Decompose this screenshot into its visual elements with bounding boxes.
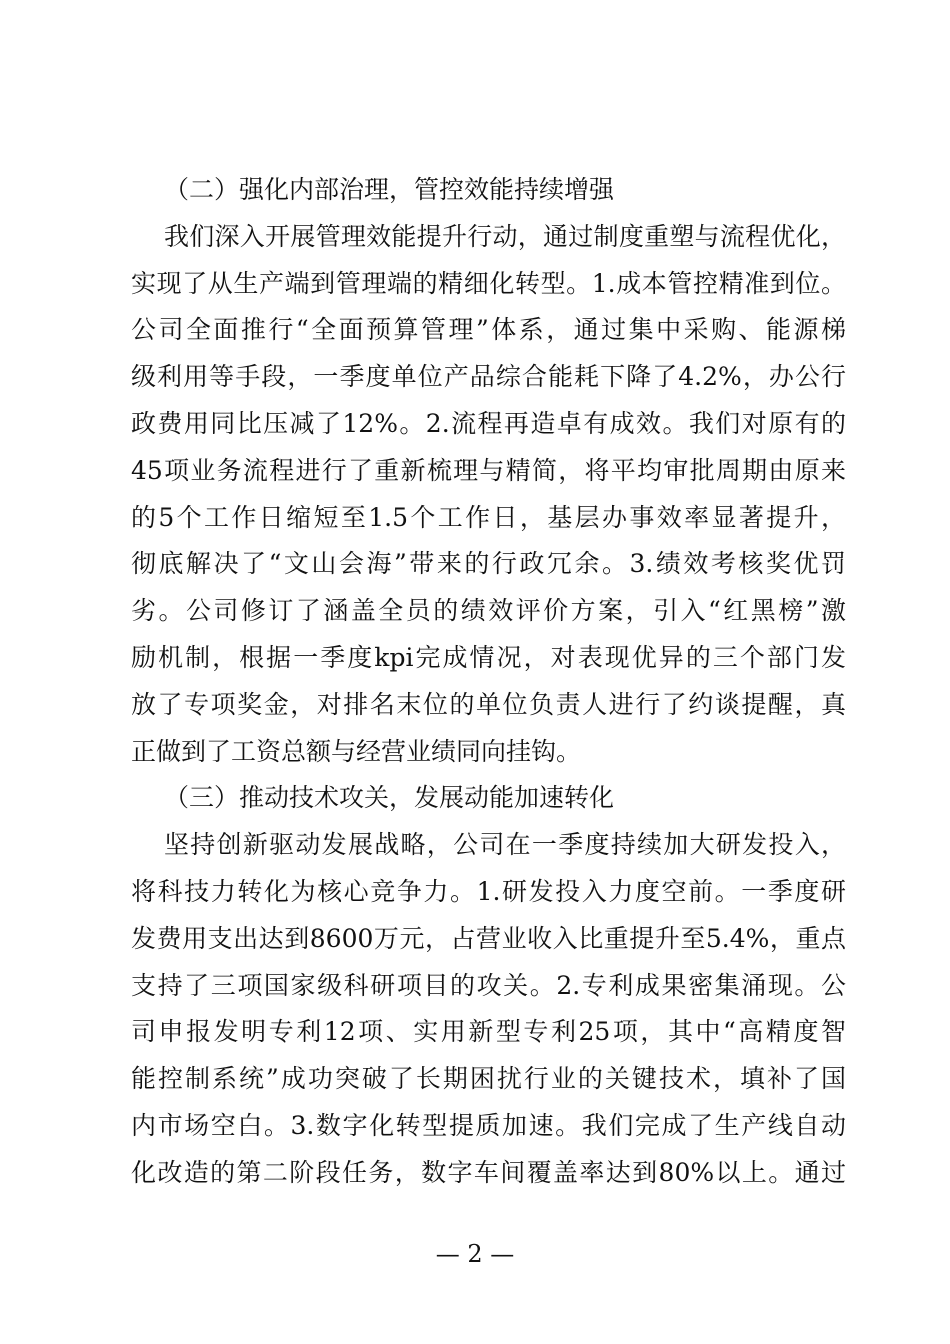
section-heading: （三）推动技术攻关，发展动能加速转化 — [164, 783, 615, 813]
section-heading: （二）强化内部治理，管控效能持续增强 — [164, 175, 615, 204]
paragraph-line: 我们深入开展管理效能提升行动，通过制度重塑与流程优化， — [164, 221, 846, 251]
paragraph-line: 支持了三项国家级科研项目的攻关。2.专利成果密集涌现。公 — [131, 970, 846, 1000]
paragraph-line: 司申报发明专利12项、实用新型专利25项，其中“高精度智 — [131, 1017, 846, 1047]
paragraph-line: 能控制系统”成功突破了长期困扰行业的关键技术，填补了国 — [131, 1064, 846, 1094]
paragraph-line: 劣。公司修订了涵盖全员的绩效评价方案，引入“红黑榜”激 — [131, 596, 846, 626]
paragraph-line: 政费用同比压减了12%。2.流程再造卓有成效。我们对原有的 — [131, 408, 846, 438]
document-body — [131, 167, 846, 1197]
paragraph-line: 彻底解决了“文山会海”带来的行政冗余。3.绩效考核奖优罚 — [131, 549, 846, 579]
paragraph-line: 正做到了工资总额与经营业绩同向挂钩。 — [131, 736, 582, 766]
page-number: — 2 — — [435, 1240, 515, 1268]
paragraph-line: 将科技力转化为核心竞争力。1.研发投入力度空前。一季度研 — [131, 876, 846, 906]
paragraph-line: 公司全面推行“全面预算管理”体系，通过集中采购、能源梯 — [131, 315, 846, 345]
paragraph-line: 励机制，根据一季度kpi完成情况，对表现优异的三个部门发 — [131, 642, 846, 672]
paragraph-line: 内市场空白。3.数字化转型提质加速。我们完成了生产线自动 — [131, 1110, 846, 1140]
paragraph-line: 实现了从生产端到管理端的精细化转型。1.成本管控精准到位。 — [131, 268, 846, 298]
paragraph-line: 放了专项奖金，对排名末位的单位负责人进行了约谈提醒，真 — [131, 689, 846, 719]
paragraph-line: 级利用等手段，一季度单位产品综合能耗下降了4.2%，办公行 — [131, 362, 846, 392]
paragraph-line: 发费用支出达到8600万元，占营业收入比重提升至5.4%，重点 — [131, 923, 846, 953]
paragraph-line: 化改造的第二阶段任务，数字车间覆盖率达到80%以上。通过 — [131, 1157, 846, 1187]
paragraph-line: 坚持创新驱动发展战略，公司在一季度持续加大研发投入， — [164, 830, 846, 860]
paragraph-line: 45项业务流程进行了重新梳理与精简，将平均审批周期由原来 — [131, 455, 846, 485]
paragraph-line: 的5个工作日缩短至1.5个工作日，基层办事效率显著提升， — [131, 502, 846, 532]
